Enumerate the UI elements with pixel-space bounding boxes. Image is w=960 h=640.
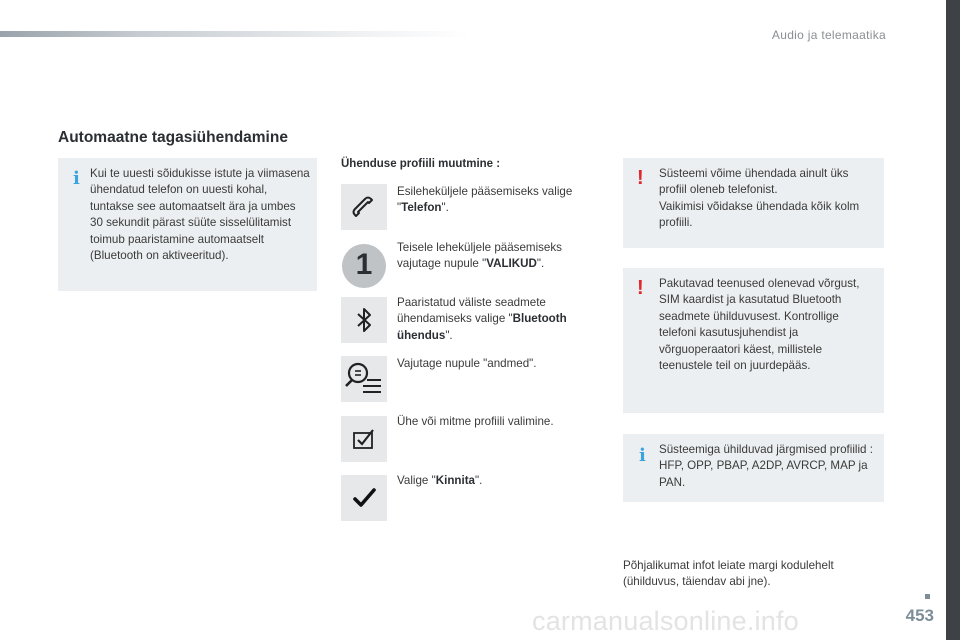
step-number-1 [341,240,387,292]
warning-2-text: Pakutavad teenused olenevad võrgust, SIM kaardist ja kasutatud Bluetooth seadmete ühilduvusest. Kontrollige telefoni kasutusjuhendist ja võrguoperaatori käest, millistele teenustele teil on juurdepääs. [659,277,860,373]
watermark: carmanualsonline.info [532,606,799,636]
page-edge-tab [946,0,960,640]
number-one-label: 1 [355,248,373,281]
step-details [341,356,387,402]
steps-heading: Ühenduse profiili muutmine : [341,158,501,170]
step-phone [341,184,387,230]
step-4-text: Vajutage nupule "andmed". [397,357,537,370]
step-confirm [341,475,387,521]
step-bluetooth [341,297,387,343]
page-number: 453 [905,606,934,625]
info-box [58,158,317,291]
info-icon: i [639,445,646,466]
phone-handset-icon [341,184,387,230]
info-box-right [623,434,884,502]
search-details-icon [341,356,387,402]
warning-icon: ! [637,167,644,189]
warning-icon: ! [637,277,644,299]
checkmark-icon [341,475,387,521]
info-icon: i [73,168,80,189]
warning-box-2 [623,268,884,413]
step-2-text: Teisele leheküljele pääsemiseks vajutage nupule "VALIKUD". [397,241,562,271]
step-3-text: Paaristatud väliste seadmete ühendamiseks valige "Bluetooth ühendus". [397,296,567,342]
bluetooth-icon [341,297,387,343]
footer-note: Põhjalikumat infot leiate margi kodulehelt (ühilduvus, täiendav abi jne). [623,559,834,589]
step-checkbox [341,416,387,462]
info-box-text: Kui te uuesti sõidukisse istute ja viimasena ühendatud telefon on uuesti kohal, tuntakse see automaatselt ära ja umbes 30 sekundit pärast süüte sisselülitamist toimub paaristamine automaatselt (Bluetooth on aktiveeritud). [90,167,310,263]
page-marker [925,594,930,599]
warning-1-text: Süsteemi võime ühendada ainult üks profiil oleneb telefonist. Vaikimisi võidakse ühendada kõik kolm profiili. [659,167,860,230]
step-1-text: Esileheküljele pääsemiseks valige "Telefon". [397,185,573,215]
chapter-title: Audio ja telemaatika [771,28,886,42]
header-gradient-bar [0,31,470,37]
step-5-text: Ühe või mitme profiili valimine. [397,415,554,428]
checkbox-icon [341,416,387,462]
step-6-text: Valige "Kinnita". [397,474,483,487]
section-title: Automaatne tagasiühendamine [58,129,288,146]
info-right-text: Süsteemiga ühilduvad järgmised profiilid : HFP, OPP, PBAP, A2DP, AVRCP, MAP ja PAN. [659,443,873,489]
warning-box-1 [623,158,884,248]
